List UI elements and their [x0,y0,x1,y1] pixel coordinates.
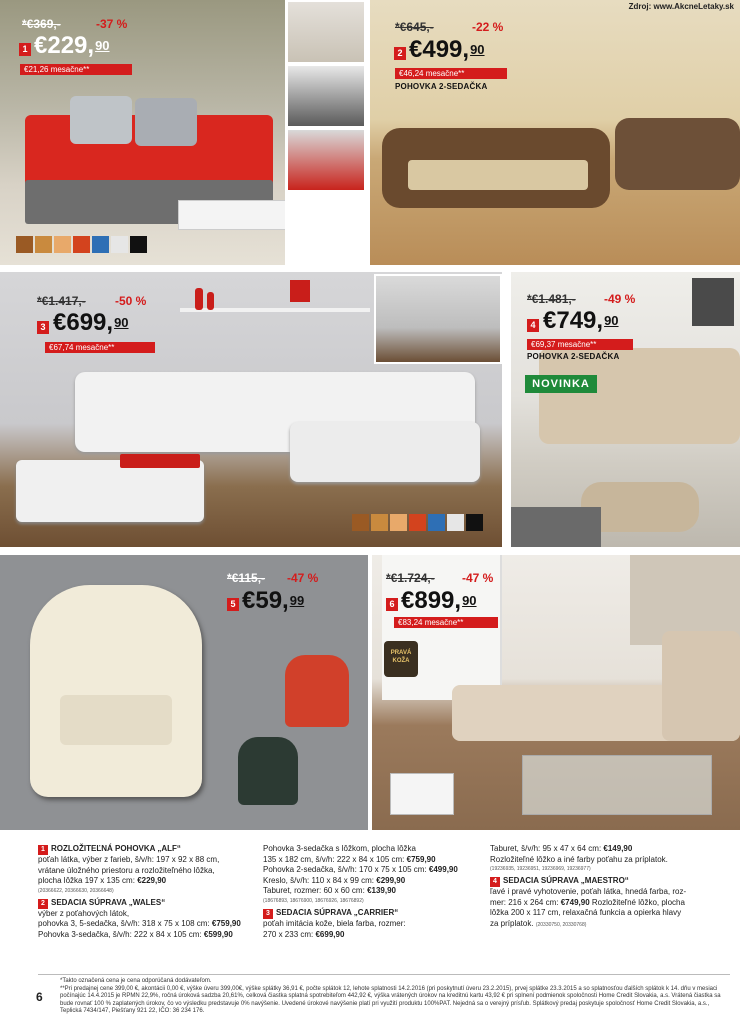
product-heading-3: 3 SEDACIA SÚPRAVA „CARRIER“ [263,908,478,919]
footnote-recommended-price: *Takto označená cena je cena odporúčaná dodávateľom. [60,978,212,984]
discount-percent: -47 % [462,571,494,585]
second-sofa-image [615,118,740,190]
swatch-peach [390,514,407,531]
product-heading-2: 2 SEDACIA SÚPRAVA „WALES“ [38,898,253,909]
product-heading-1: 1 ROZLOŽITEĽNÁ POHOVKA „ALF“ [38,844,253,855]
product-codes: (19236935, 19236951, 19236969, 19236977) [490,866,591,873]
page-number: 6 [36,990,43,1004]
desc-line: lôžka 200 x 117 cm, relaxačná funkcia a opierka hlavy [490,908,682,918]
offer-number: 3 [37,321,49,334]
desc-line: Taburet, š/v/h: 95 x 47 x 64 cm: €149,90 [490,844,633,853]
color-swatches-1 [16,236,147,253]
offer-price: €899,90 [401,587,477,614]
footnotes [60,978,732,1016]
armchair-seat [60,695,172,745]
desc-line: ľavé i pravé vyhotovenie, poťah látka, hnedá farba, roz- [490,887,687,897]
old-price: *€1.724,- [386,571,435,585]
product-heading-4: 4 SEDACIA SÚPRAVA „MAESTRO“ [490,876,730,887]
monthly-payment: €21,26 mesačne** [20,64,132,75]
red-vase-2 [207,292,214,310]
old-price: *€1.481,- [527,292,576,306]
old-price: *€115,- [227,571,266,585]
swatch-red [73,236,90,253]
monthly-payment: €83,24 mesačne** [394,617,498,628]
desc-line: mer: 216 x 264 cm: €749,90 Rozložiteľné lôžko, plocha [490,897,685,907]
cream-armchair-image [30,585,202,797]
offer-price: €499,90 [409,36,485,63]
offer-panel-2 [370,0,740,265]
black-armchair-image [238,737,298,805]
offer-number: 2 [394,47,406,60]
red-tray [120,454,200,468]
desc-line: 135 x 182 cm, š/v/h: 222 x 84 x 105 cm: €759,90 [263,854,436,864]
wall-art [290,280,310,302]
swatch-tan [371,514,388,531]
offer-price: €229,90 [34,32,110,59]
thumbnail-1 [288,2,364,62]
desc-line: Kreslo, š/v/h: 110 x 84 x 99 cm: €299,90 [263,875,406,885]
monthly-payment: €46,24 mesačne** [395,68,507,79]
discount-percent: -22 % [472,20,504,34]
source-watermark: Zdroj: www.AkcneLetaky.sk [628,2,734,11]
sofa-chaise [290,422,480,482]
desc-line: 270 x 233 cm: €699,90 [263,929,345,939]
swatch-blue [92,236,109,253]
thumbnail-2 [288,66,364,126]
monthly-payment: €69,37 mesačne** [527,339,633,350]
desc-line: vrátane úložného priestoru a rozložiteľného lôžka, [38,865,215,875]
desc-line: plocha lôžka 197 x 135 cm: €229,90 [38,876,167,886]
old-price: *€645,- [395,20,434,34]
desc-line: Rozložiteľné lôžko a iné farby poťahu za príplatok. [490,854,668,864]
offer-number: 4 [527,319,539,332]
old-price: *€1.417,- [37,294,86,308]
swatch-blue [428,514,445,531]
desc-line: za príplatok. (20330750, 20330768) [490,918,587,928]
swatch-black [130,236,147,253]
offer-panel-4 [511,272,740,547]
description-column-3 [490,844,730,930]
offer-number: 6 [386,598,398,611]
description-column-2 [263,844,478,940]
white-box [390,773,454,815]
product-codes: (18676893, 18676900, 18676926, 18676892) [263,897,364,904]
product-name: POHOVKA 2-SEDAČKA [395,82,488,91]
footnote-credit-terms: **Pri predajnej cene 399,00 €, akontácii 0,00 €, výške úveru 399,00€, výške splátky 36,91 €, počte splátok 12, lehote splatnosti 14.2.2016 (pri poskytnutí úveru 23.2.2015), prvej splátke 23.3.2015 a so splatnosťou ďalších splátok k 14. dňu v mesiaci počínajúc 14.4.2015 je RPMN 22,9%, ročná úroková sadzba 20,61%, celková čiastka splatná spotrebiteľom 442,92 €, výška vrátených úrokov na kreditnú kartu 43,92 € pri splnení podmienok spoločnosti Home Credit Slovakia, a.s. Vrátená čiastka sa bude rovnať 100 % zaplatených úrokov, čo vo výsledku predstavuje 0% navýšenie. Uvedené úrokové navýšenie platí pri využití produktu 100%PAT. Nejedná sa o verejný prísľub. Splátkový predaj poskytuje spoločnosť Home Credit Slovakia, a.s., Teplická 7434/147, Piešťany 921 22, IČO: 36 234 176. [60,985,721,1015]
swatch-white [111,236,128,253]
desc-line: Pohovka 3-sedačka s lôžkom, plocha lôžka [263,844,416,853]
coffee-table [178,200,285,230]
cushion-right [135,98,197,146]
discount-percent: -47 % [287,571,319,585]
product-name: POHOVKA 2-SEDAČKA [527,352,620,361]
desc-line: poťah látka, výber z farieb, š/v/h: 197 x 92 x 88 cm, [38,855,220,864]
swatch-tan [35,236,52,253]
ottoman [16,460,204,522]
desc-line: Taburet, rozmer: 60 x 60 cm: €139,90 [263,886,396,896]
beige-sofa-image [539,348,740,444]
monthly-payment: €67,74 mesačne** [45,342,155,353]
glass-coffee-table [522,755,712,815]
sofa-chaise-6 [662,631,740,741]
offer-price: €749,90 [543,307,619,334]
wall-rug-art [692,278,734,326]
color-swatches-3 [352,514,483,531]
sofa-seat [408,160,588,190]
discount-percent: -37 % [96,17,128,31]
old-price: *€369,- [22,17,61,31]
offer-price: €59,99 [242,587,305,614]
footer-divider [38,974,730,975]
offer-number: 1 [19,43,31,56]
desc-line: výber z poťahových látok, [38,908,130,918]
offer-panel-6 [372,555,740,830]
red-armchair-image [285,655,349,727]
sofa-bed-thumbnails [286,0,366,192]
floor-rug [511,507,601,547]
cushion-left [70,96,132,144]
discount-percent: -50 % [115,294,147,308]
offer-panel-5 [0,555,368,830]
desc-line: Pohovka 2-sedačka, š/v/h: 170 x 75 x 105 cm: €499,90 [263,865,458,875]
offer-panel-1 [0,0,285,265]
description-column-1 [38,844,253,941]
swatch-peach [54,236,71,253]
desc-line: poťah imitácia kože, biela farba, rozmer: [263,918,406,928]
swatch-brown [352,514,369,531]
inset-photo [374,274,502,364]
offer-price: €699,90 [53,309,129,336]
product-codes: (20366622, 20366630, 20366648) [38,887,114,894]
leather-badge: PRAVÁ KOŽA [384,641,418,677]
swatch-black [466,514,483,531]
offer-panel-3 [0,272,502,547]
desc-line: Pohovka 3-sedačka, š/v/h: 222 x 84 x 105 cm: €599,90 [38,929,233,939]
red-vase [195,288,203,310]
thumbnail-3 [288,130,364,190]
novinka-badge: NOVINKA [525,375,597,393]
discount-percent: -49 % [604,292,636,306]
swatch-white [447,514,464,531]
swatch-red [409,514,426,531]
swatch-brown [16,236,33,253]
offer-number: 5 [227,598,239,611]
desc-line: pohovka 3, 5-sedačka, š/v/h: 318 x 75 x 108 cm: €759,90 [38,919,241,929]
